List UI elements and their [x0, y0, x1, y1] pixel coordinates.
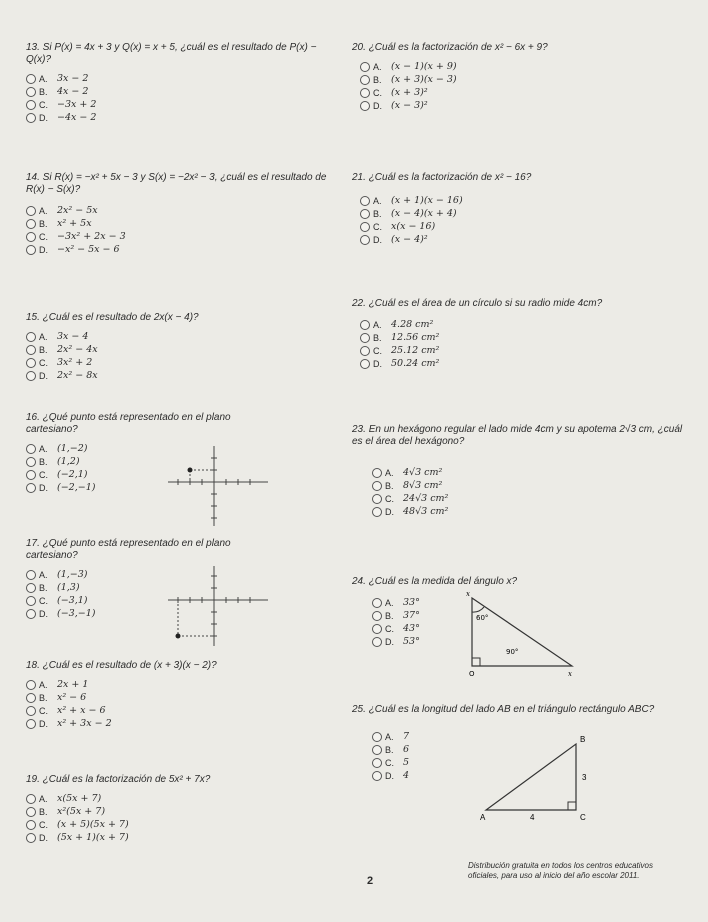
radio-button[interactable] [26, 693, 36, 703]
option-d[interactable]: D. 4 [372, 769, 692, 782]
radio-button[interactable] [26, 457, 36, 467]
option-b[interactable]: B. (x + 3)(x − 3) [360, 73, 682, 86]
question-stem: 25. ¿Cuál es la longitud del lado AB en el triángulo rectángulo ABC? [352, 704, 655, 715]
radio-button[interactable] [372, 637, 382, 647]
vertex-b-label: B [580, 735, 586, 744]
option-b[interactable]: B. x² − 6 [26, 691, 336, 704]
radio-button[interactable] [26, 345, 36, 355]
question-19 [26, 774, 336, 844]
radio-button[interactable] [26, 74, 36, 84]
option-b[interactable]: B. 6 [372, 743, 692, 756]
option-a[interactable]: A. 2x + 1 [26, 678, 336, 691]
option-d[interactable]: D. 48√3 cm² [372, 505, 692, 518]
question-18 [26, 660, 336, 730]
vertex-c-label: C [580, 813, 586, 822]
radio-button[interactable] [26, 609, 36, 619]
option-b[interactable]: B. 2x² − 4x [26, 343, 336, 356]
question-stem: 18. ¿Cuál es el resultado de (x + 3)(x − 2)? [26, 660, 217, 671]
question-14 [26, 172, 336, 256]
option-a[interactable]: A. (x + 1)(x − 16) [360, 194, 682, 207]
radio-button[interactable] [372, 468, 382, 478]
option-c[interactable]: C. 25.12 cm² [360, 344, 692, 357]
option-b[interactable]: B. x²(5x + 7) [26, 805, 336, 818]
vertex-a-label: A [480, 813, 486, 822]
radio-button[interactable] [26, 706, 36, 716]
option-b[interactable]: B. x² + 5x [26, 217, 336, 230]
radio-button[interactable] [26, 87, 36, 97]
radio-button[interactable] [26, 245, 36, 255]
radio-button[interactable] [26, 358, 36, 368]
option-d[interactable]: D. (−3,−1) [26, 607, 236, 620]
option-c[interactable]: C. (−2,1) [26, 468, 236, 481]
option-a[interactable]: A. 3x − 2 [26, 72, 326, 85]
radio-button[interactable] [372, 771, 382, 781]
label-top: x [466, 590, 470, 598]
question-stem: 24. ¿Cuál es la medida del ángulo x? [352, 576, 518, 587]
option-b[interactable]: B. (1,2) [26, 455, 236, 468]
radio-button[interactable] [360, 333, 370, 343]
radio-button[interactable] [26, 820, 36, 830]
question-stem: 16. ¿Qué punto está representado en el plano cartesiano? [26, 412, 231, 435]
option-d[interactable]: D. (−2,−1) [26, 481, 236, 494]
angle-label: 60° [476, 614, 489, 622]
option-b[interactable]: B. 4x − 2 [26, 85, 326, 98]
option-b[interactable]: B. 12.56 cm² [360, 331, 692, 344]
radio-button[interactable] [26, 100, 36, 110]
page-number: 2 [367, 875, 374, 887]
option-b[interactable]: B. (x − 4)(x + 4) [360, 207, 682, 220]
option-c[interactable]: C. −3x + 2 [26, 98, 326, 111]
radio-button[interactable] [26, 371, 36, 381]
option-d[interactable]: D. (x − 3)² [360, 99, 682, 112]
option-c[interactable]: C. x² + x − 6 [26, 704, 336, 717]
label-bottom-right: x [568, 670, 572, 678]
radio-button[interactable] [360, 196, 370, 206]
option-a[interactable]: A. 2x² − 5x [26, 204, 336, 217]
option-c[interactable]: C. 3x² + 2 [26, 356, 336, 369]
option-d[interactable]: D. 50.24 cm² [360, 357, 692, 370]
radio-button[interactable] [360, 62, 370, 72]
question-stem: 14. Si R(x) = −x² + 5x − 3 y S(x) = −2x² − 3, ¿cuál es el resultado de R(x) − S(x)? [26, 172, 327, 195]
question-stem: 17. ¿Qué punto está representado en el plano cartesiano? [26, 538, 231, 561]
radio-button[interactable] [26, 113, 36, 123]
side-bc-label: 3 [582, 773, 587, 782]
option-b[interactable]: B. (1,3) [26, 581, 236, 594]
radio-button[interactable] [360, 75, 370, 85]
radio-button[interactable] [360, 88, 370, 98]
question-15 [26, 312, 336, 382]
option-c[interactable]: C. 5 [372, 756, 692, 769]
radio-button[interactable] [26, 583, 36, 593]
triangle-figure-24 [460, 590, 580, 680]
option-d[interactable]: D. (x − 4)² [360, 233, 682, 246]
option-d[interactable]: D. x² + 3x − 2 [26, 717, 336, 730]
question-stem: 15. ¿Cuál es el resultado de 2x(x − 4)? [26, 312, 199, 323]
radio-button[interactable] [372, 507, 382, 517]
question-stem: 19. ¿Cuál es la factorización de 5x² + 7x? [26, 774, 211, 785]
question-22 [352, 298, 692, 370]
option-a[interactable]: A. (1,−2) [26, 442, 236, 455]
radio-button[interactable] [372, 494, 382, 504]
radio-button[interactable] [26, 206, 36, 216]
option-c[interactable]: C. (x + 5)(5x + 7) [26, 818, 336, 831]
radio-button[interactable] [360, 346, 370, 356]
question-stem: 20. ¿Cuál es la factorización de x² − 6x + 9? [352, 42, 548, 53]
option-d[interactable]: D. −x² − 5x − 6 [26, 243, 336, 256]
radio-button[interactable] [26, 719, 36, 729]
question-20 [352, 42, 682, 112]
option-c[interactable]: C. (−3,1) [26, 594, 236, 607]
option-b[interactable]: B. 37° [372, 609, 682, 622]
option-c[interactable]: C. x(x − 16) [360, 220, 682, 233]
question-stem: 22. ¿Cuál es el área de un círculo si su radio mide 4cm? [352, 298, 603, 309]
plotted-point [188, 468, 193, 473]
option-c[interactable]: C. 43° [372, 622, 682, 635]
radio-button[interactable] [372, 624, 382, 634]
option-a[interactable]: A. 4√3 cm² [372, 466, 692, 479]
question-stem: 13. Si P(x) = 4x + 3 y Q(x) = x + 5, ¿cuál es el resultado de P(x) − Q(x)? [26, 42, 317, 65]
radio-button[interactable] [26, 232, 36, 242]
radio-button[interactable] [360, 320, 370, 330]
question-stem: 23. En un hexágono regular el lado mide 4cm y su apotema 2√3 cm, ¿cuál es el área del hexágono? [352, 424, 683, 447]
option-c[interactable]: C. 24√3 cm² [372, 492, 692, 505]
option-a[interactable]: A. 3x − 4 [26, 330, 336, 343]
option-d[interactable]: D. 2x² − 8x [26, 369, 336, 382]
question-stem: 21. ¿Cuál es la factorización de x² − 16? [352, 172, 532, 183]
radio-button[interactable] [26, 483, 36, 493]
radio-button[interactable] [360, 235, 370, 245]
radio-button[interactable] [26, 332, 36, 342]
corner-label: 90° [506, 648, 519, 656]
radio-button[interactable] [372, 611, 382, 621]
radio-button[interactable] [26, 833, 36, 843]
radio-button[interactable] [372, 732, 382, 742]
radio-button[interactable] [360, 101, 370, 111]
option-d[interactable]: D. 53° [372, 635, 682, 648]
radio-button[interactable] [26, 470, 36, 480]
radio-button[interactable] [360, 222, 370, 232]
question-21 [352, 172, 682, 246]
question-23 [352, 424, 692, 518]
option-d[interactable]: D. −4x − 2 [26, 111, 326, 124]
radio-button[interactable] [26, 680, 36, 690]
radio-button[interactable] [372, 745, 382, 755]
side-ac-label: 4 [530, 813, 535, 822]
radio-button[interactable] [26, 444, 36, 454]
plotted-point [176, 634, 181, 639]
radio-button[interactable] [360, 359, 370, 369]
option-a[interactable]: A. (1,−3) [26, 568, 236, 581]
option-c[interactable]: C. (x + 3)² [360, 86, 682, 99]
option-a[interactable]: A. (x − 1)(x + 9) [360, 60, 682, 73]
radio-button[interactable] [26, 596, 36, 606]
radio-button[interactable] [26, 219, 36, 229]
radio-button[interactable] [372, 481, 382, 491]
cartesian-plane-16 [168, 446, 268, 526]
radio-button[interactable] [372, 758, 382, 768]
triangle-figure-25 [476, 730, 596, 822]
radio-button[interactable] [26, 794, 36, 804]
option-a[interactable]: A. x(5x + 7) [26, 792, 336, 805]
radio-button[interactable] [26, 807, 36, 817]
distribution-note: Distribución gratuita en todos los centros educativos oficiales, para uso al inicio del año escolar 2011. [468, 861, 653, 880]
cartesian-plane-17 [168, 566, 268, 646]
label-bottom-left: O [469, 670, 475, 678]
option-c[interactable]: C. −3x² + 2x − 3 [26, 230, 336, 243]
option-a[interactable]: A. 7 [372, 730, 692, 743]
option-d[interactable]: D. (5x + 1)(x + 7) [26, 831, 336, 844]
radio-button[interactable] [360, 209, 370, 219]
option-a[interactable]: A. 33° [372, 596, 682, 609]
option-a[interactable]: A. 4.28 cm² [360, 318, 692, 331]
option-b[interactable]: B. 8√3 cm² [372, 479, 692, 492]
question-13 [26, 42, 326, 124]
radio-button[interactable] [372, 598, 382, 608]
radio-button[interactable] [26, 570, 36, 580]
